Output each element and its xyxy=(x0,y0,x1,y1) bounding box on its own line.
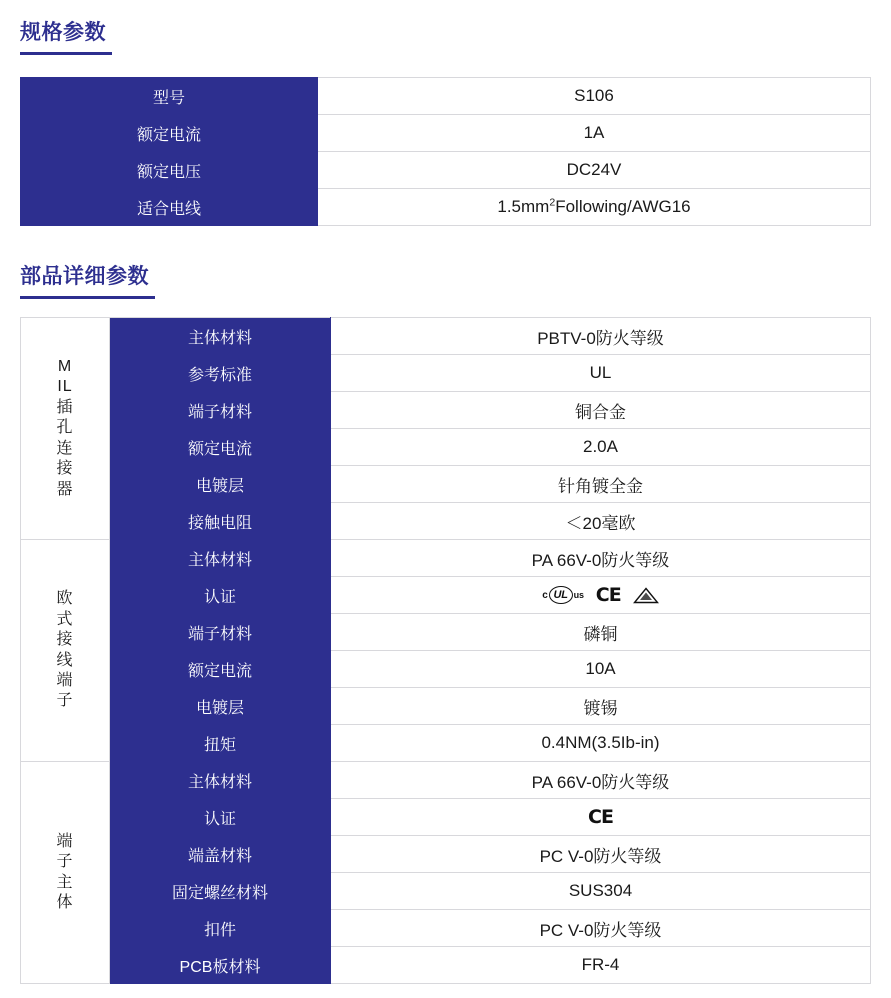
table-row xyxy=(21,152,871,189)
param-value: 10A xyxy=(331,651,871,688)
param-label: 接触电阻 xyxy=(110,503,331,540)
table-row xyxy=(21,873,871,910)
table-row xyxy=(21,503,871,540)
wire-value-prefix: 1.5mm xyxy=(497,197,550,216)
table-row xyxy=(21,836,871,873)
page-title-detail: 部品详细参数 xyxy=(20,265,149,288)
param-label: 主体材料 xyxy=(110,540,331,577)
param-value: 2.0A xyxy=(331,429,871,466)
param-label: 扣件 xyxy=(110,910,331,947)
param-value: SUS304 xyxy=(331,873,871,910)
table-row xyxy=(21,688,871,725)
group-label-text: 欧式接线端子 xyxy=(56,590,74,710)
table-row xyxy=(21,799,871,836)
table-row xyxy=(21,947,871,984)
param-value: ＜20毫欧 xyxy=(331,503,871,540)
spec-label: 型号 xyxy=(21,78,318,115)
param-label: PCB板材料 xyxy=(110,947,331,984)
param-value-certs xyxy=(331,577,871,614)
table-row xyxy=(21,577,871,614)
param-label: 额定电流 xyxy=(110,429,331,466)
table-row xyxy=(21,429,871,466)
spec-heading-underline xyxy=(20,16,112,55)
param-value: 铜合金 xyxy=(331,392,871,429)
page-title-spec: 规格参数 xyxy=(20,21,106,44)
param-label: 认证 xyxy=(110,577,331,614)
spec-section xyxy=(0,0,891,55)
param-value: 磷铜 xyxy=(331,614,871,651)
certification-marks xyxy=(337,577,864,613)
param-value: 针角镀全金 xyxy=(331,466,871,503)
spec-label: 额定电压 xyxy=(21,152,318,189)
param-value: PA 66V-0防火等级 xyxy=(331,540,871,577)
spec-label: 适合电线 xyxy=(21,189,318,226)
param-value: 0.4NM(3.5Ib-in) xyxy=(331,725,871,762)
table-row xyxy=(21,540,871,577)
param-value: UL xyxy=(331,355,871,392)
param-label: 固定螺丝材料 xyxy=(110,873,331,910)
param-value: FR-4 xyxy=(331,947,871,984)
param-label: 额定电流 xyxy=(110,651,331,688)
table-row xyxy=(21,725,871,762)
group-label-body xyxy=(21,762,110,984)
spec-value-wire xyxy=(318,189,871,226)
spec-value: DC24V xyxy=(318,152,871,189)
param-label: 端子材料 xyxy=(110,392,331,429)
param-value-certs xyxy=(331,799,871,836)
table-row xyxy=(21,392,871,429)
ul-mark-icon: c UL us xyxy=(542,586,583,604)
param-value: PBTV-0防火等级 xyxy=(331,318,871,355)
ce-mark-icon: CE xyxy=(588,806,613,828)
param-value: 镀锡 xyxy=(331,688,871,725)
param-label: 主体材料 xyxy=(110,762,331,799)
wire-value-sup: 2 xyxy=(549,196,556,209)
wire-value-suffix: Following/AWG16 xyxy=(555,197,691,216)
detail-section xyxy=(0,226,891,299)
detail-heading-underline xyxy=(20,260,155,299)
table-row xyxy=(21,318,871,355)
table-row xyxy=(21,614,871,651)
param-label: 端盖材料 xyxy=(110,836,331,873)
ce-mark-icon: CE xyxy=(595,584,621,606)
triangle-mark-icon xyxy=(633,587,659,604)
spec-value: S106 xyxy=(318,78,871,115)
param-label: 认证 xyxy=(110,799,331,836)
table-row xyxy=(21,115,871,152)
param-value: PC V-0防火等级 xyxy=(331,836,871,873)
param-label: 端子材料 xyxy=(110,614,331,651)
param-label: 主体材料 xyxy=(110,318,331,355)
param-label: 参考标准 xyxy=(110,355,331,392)
table-row xyxy=(21,78,871,115)
param-label: 电镀层 xyxy=(110,688,331,725)
spec-table xyxy=(20,77,871,226)
group-label-text: MIL插孔连接器 xyxy=(56,357,74,498)
param-value: PC V-0防火等级 xyxy=(331,910,871,947)
param-label: 电镀层 xyxy=(110,466,331,503)
param-label: 扭矩 xyxy=(110,725,331,762)
group-label-text: 端子主体 xyxy=(56,832,74,911)
spec-label: 额定电流 xyxy=(21,115,318,152)
spec-value: 1A xyxy=(318,115,871,152)
table-row xyxy=(21,910,871,947)
detail-table xyxy=(20,317,871,984)
table-row xyxy=(21,189,871,226)
table-row xyxy=(21,651,871,688)
group-label-euro xyxy=(21,540,110,762)
table-row xyxy=(21,762,871,799)
param-value: PA 66V-0防火等级 xyxy=(331,762,871,799)
table-row xyxy=(21,355,871,392)
certification-marks xyxy=(337,806,864,828)
group-label-mil xyxy=(21,318,110,540)
table-row xyxy=(21,466,871,503)
